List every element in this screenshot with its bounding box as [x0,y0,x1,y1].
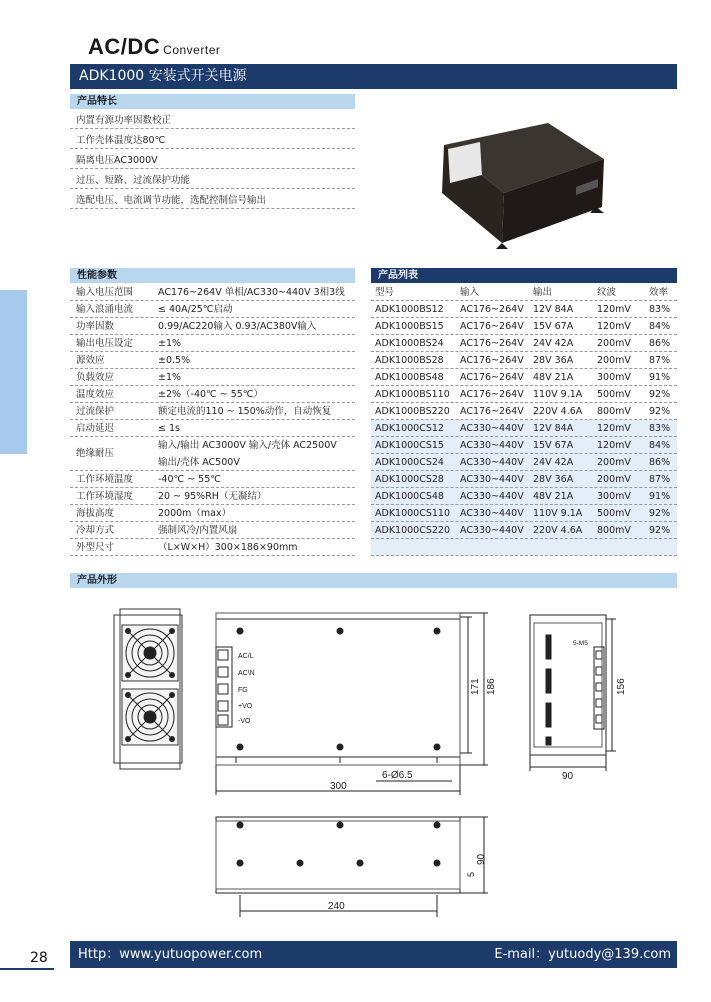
bottom-view [216,817,488,917]
fan-view [114,609,182,769]
table-row [371,488,677,505]
page-number-underline [0,968,54,970]
spec-label: 输出电压设定 [76,338,134,349]
spec-row [70,522,355,539]
cell: 83% [649,423,671,434]
cell: AC176~264V [460,372,524,383]
cell: ADK1000CS28 [375,474,444,485]
spec-label: 负载效应 [76,372,115,383]
cell: 48V 21A [533,372,574,383]
dim-label: 300 [330,781,347,792]
cell: AC330~440V [460,474,524,485]
cell: 92% [649,508,671,519]
spec-row [70,471,355,488]
dim-label: 240 [328,901,345,912]
column-header: 效率 [649,287,669,298]
spec-value: AC176~264V 单相/AC330~440V 3相3线 [158,287,345,298]
cell: AC176~264V [460,389,524,400]
cell: ADK1000CS48 [375,491,444,502]
cell: 84% [649,440,671,451]
cell: AC330~440V [460,491,524,502]
spec-label: 冷却方式 [76,525,115,536]
cell: 500mV [597,389,631,400]
spec-value: 20 ~ 95%RH（无凝结） [158,491,267,502]
cell: 24V 42A [533,457,574,468]
cell: ADK1000BS110 [375,389,450,400]
spec-value: ±0.5% [158,355,191,366]
cell: AC176~264V [460,406,524,417]
cell: 500mV [597,508,631,519]
cell: AC176~264V [460,321,524,332]
outline-heading: 产品外形 [70,573,677,588]
side-view [530,615,627,782]
features-heading: 产品特长 [70,94,355,109]
cell: 200mV [597,338,631,349]
spec-row [70,539,355,556]
cell: 86% [649,457,671,468]
spec-row [70,488,355,505]
dim-label: 171 [470,678,481,695]
cell: 87% [649,355,671,366]
spec-value: ±1% [158,372,182,383]
cell: AC176~264V [460,355,524,366]
website-link[interactable]: Http：www.yutuopower.com [78,947,263,962]
cell: 87% [649,474,671,485]
spec-label: 温度效应 [76,389,115,400]
cell: ADK1000CS12 [375,423,444,434]
spec-row [70,505,355,522]
spec-label: 工作环境湿度 [76,491,134,502]
brand-title [88,34,220,60]
cell: 120mV [597,304,631,315]
spec-label: 输入电压范围 [76,287,134,298]
spec-row [70,301,355,318]
spec-row [70,284,355,301]
cell: 48V 21A [533,491,574,502]
cell: 84% [649,321,671,332]
table-row-empty [371,539,677,556]
cell: ADK1000BS12 [375,304,444,315]
cell: 92% [649,525,671,536]
cell: 800mV [597,406,631,417]
cell: 300mV [597,491,631,502]
cell: 220V 4.6A [533,406,583,417]
terminal-label: AC\N [238,670,255,677]
column-header: 输出 [533,287,553,298]
cell: 220V 4.6A [533,525,583,536]
product-title-bar: ADK1000 安装式开关电源 [70,64,677,89]
table-row [371,471,677,488]
cell: 110V 9.1A [533,508,583,519]
table-row [371,505,677,522]
cell: ADK1000BS24 [375,338,444,349]
brand-subtitle: Converter [163,43,221,57]
table-row [371,301,677,318]
spec-value: ≤ 40A/25℃启动 [158,304,233,315]
table-row [371,454,677,471]
cell: 120mV [597,440,631,451]
dim-label: 90 [476,853,487,865]
cell: 91% [649,372,671,383]
cell: ADK1000CS15 [375,440,444,451]
cell: 800mV [597,525,631,536]
spec-label: 功率因数 [76,321,115,332]
feature-item: 工作壳体温度达80℃ [70,131,355,149]
table-row [371,522,677,539]
spec-value: 2000m（max） [158,508,232,519]
products-heading: 产品列表 [371,268,677,283]
spec-label: 源效应 [76,355,105,366]
spec-value: 输入/输出 AC3000V 输入/壳体 AC2500V [158,440,337,451]
column-header: 纹波 [597,287,617,298]
cell: 200mV [597,457,631,468]
terminal-label: AC/L [238,653,254,660]
spec-value: ±2%（-40℃ ~ 55℃） [158,389,263,400]
cell: 120mV [597,321,631,332]
table-row [371,335,677,352]
table-row [371,386,677,403]
table-row [371,318,677,335]
product-photo [436,115,616,250]
cell: 120mV [597,423,631,434]
cell: 86% [649,338,671,349]
spec-row [70,318,355,335]
footer-bar [70,941,677,968]
cell: ADK1000BS48 [375,372,444,383]
cell: ADK1000CS24 [375,457,444,468]
products-header-row [371,284,677,301]
cell: ADK1000CS110 [375,508,451,519]
spec-label: 绝缘耐压 [76,448,115,459]
spec-row [70,369,355,386]
top-view [216,613,497,795]
cell: AC330~440V [460,525,524,536]
cell: AC330~440V [460,508,524,519]
cell: ADK1000CS220 [375,525,451,536]
dim-label: 186 [486,678,497,695]
dim-label: 156 [616,678,627,695]
spec-label: 外型尺寸 [76,542,115,553]
cell: AC176~264V [460,338,524,349]
cell: 92% [649,406,671,417]
spec-label: 海拔高度 [76,508,115,519]
spec-label: 启动延迟 [76,423,115,434]
spec-row [70,335,355,352]
dim-label: 5-M5 [573,640,588,647]
terminal-label: -VO [238,718,251,725]
cell: 300mV [597,372,631,383]
spec-row [70,386,355,403]
spec-row [70,403,355,420]
cell: AC176~264V [460,304,524,315]
cell: 15V 67A [533,440,574,451]
cell: AC330~440V [460,457,524,468]
cell: 92% [649,389,671,400]
cell: 91% [649,491,671,502]
cell: 110V 9.1A [533,389,583,400]
feature-item: 隔离电压AC3000V [70,151,355,169]
cell: AC330~440V [460,423,524,434]
spec-value: 强制风冷/内置风扇 [158,525,238,536]
cell: 83% [649,304,671,315]
table-row [371,352,677,369]
cell: ADK1000BS28 [375,355,444,366]
table-row [371,403,677,420]
cell: 200mV [597,474,631,485]
dim-label: 6-Ø6.5 [382,770,413,781]
terminal-label: +VO [238,703,253,710]
spec-row [70,420,355,437]
cell: 200mV [597,355,631,366]
cell: 12V 84A [533,304,574,315]
outline-drawing [100,595,660,925]
spec-value: 额定电流的110 ~ 150%动作，自动恢复 [158,406,332,417]
column-header: 型号 [375,287,395,298]
spec-label: 工作环境温度 [76,474,134,485]
feature-item: 内置有源功率因数校正 [70,111,355,129]
terminal-label: FG [238,687,248,694]
spec-label: 输入浪涌电流 [76,304,134,315]
spec-value: （L×W×H）300×186×90mm [158,542,298,553]
feature-item: 过压、短路、过流保护功能 [70,171,355,189]
cell: 15V 67A [533,321,574,332]
email-link[interactable]: E-mail：yutuody@139.com [494,947,671,962]
spec-label: 过流保护 [76,406,115,417]
cell: ADK1000BS15 [375,321,444,332]
specs-heading: 性能参数 [70,268,355,283]
cell: AC330~440V [460,440,524,451]
table-row [371,437,677,454]
brand-text: AC/DC [88,34,161,59]
spec-value: 0.99/AC220输入 0.93/AC380V输入 [158,321,317,332]
cell: 24V 42A [533,338,574,349]
spec-row-isolation [70,437,355,471]
dim-label: 5 [466,871,476,877]
cell: ADK1000BS220 [375,406,450,417]
spec-value: ±1% [158,338,182,349]
spec-value: ≤ 1s [158,423,180,434]
spec-value: -40℃ ~ 55℃ [158,474,221,485]
page-number: 28 [30,950,48,966]
side-tab [0,290,27,454]
spec-row [70,352,355,369]
cell: 12V 84A [533,423,574,434]
cell: 28V 36A [533,355,574,366]
cell: 28V 36A [533,474,574,485]
dim-label: 90 [562,771,574,782]
spec-value: 输出/壳体 AC500V [158,457,240,468]
column-header: 输入 [460,287,480,298]
feature-item: 选配电压、电流调节功能，选配控制信号输出 [70,191,355,209]
table-row [371,369,677,386]
table-row [371,420,677,437]
